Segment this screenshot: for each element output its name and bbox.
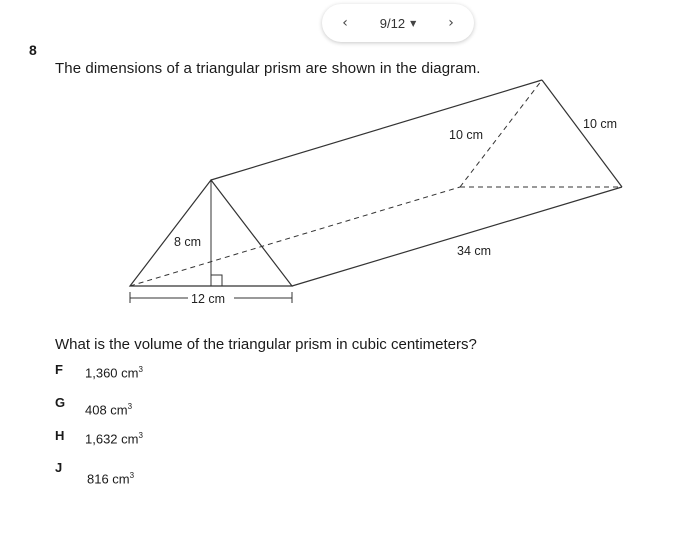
caret-down-icon: ▼ xyxy=(410,18,417,28)
question-position: 9/12 xyxy=(379,15,406,31)
top-ridge-edge xyxy=(211,80,542,180)
slant-back-label: 10 cm xyxy=(449,128,484,142)
next-question-button[interactable]: › xyxy=(448,15,454,31)
base-label: 12 cm xyxy=(191,292,226,306)
choice-letter: F xyxy=(55,362,63,377)
choice-letter: J xyxy=(55,460,63,475)
choice-value: 816 $cm^3$ xyxy=(87,471,135,487)
choice-value: 1,632 $cm^3$ xyxy=(85,431,143,447)
choice-value: 408 $cm^3$ xyxy=(85,402,133,418)
previous-question-button[interactable]: ‹ xyxy=(342,15,348,31)
choice-value: 1,360 $cm^3$ xyxy=(85,365,143,381)
question-text: What is the volume of the triangular prism in cubic centimeters? xyxy=(55,336,477,353)
right-angle-marker xyxy=(211,275,222,286)
length-label: 34 cm xyxy=(457,244,492,258)
choice-letter: G xyxy=(55,395,66,410)
right-bottom-edge xyxy=(292,187,622,286)
choice-letter: H xyxy=(55,428,65,443)
back-right-slant-edge xyxy=(542,80,622,187)
height-label: 8 cm xyxy=(174,235,202,249)
question-number: 8 xyxy=(29,42,37,58)
question-prompt: The dimensions of a triangular prism are shown in the diagram. xyxy=(55,60,481,77)
slant-right-label: 10 cm xyxy=(583,117,618,131)
